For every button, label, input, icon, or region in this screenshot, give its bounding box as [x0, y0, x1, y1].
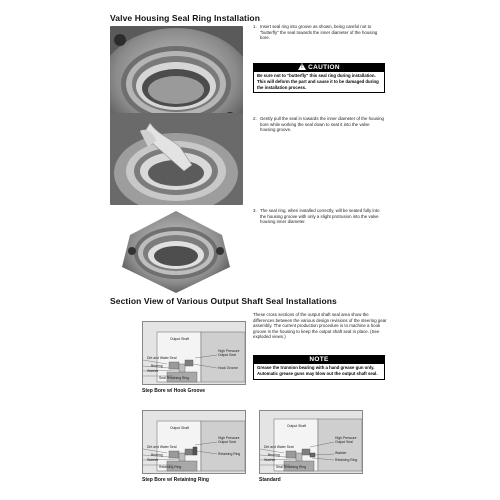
hook-groove-label: Hook Groove [218, 366, 238, 370]
diagram-retaining-ring [142, 410, 246, 474]
caption-hook-groove: Step Bore w/ Hook Groove [142, 388, 206, 394]
step-3 [253, 208, 385, 228]
section-intro [253, 312, 388, 346]
diagram-hook-groove [142, 321, 246, 385]
section-title-output-shaft: Section View of Various Output Shaft Seal Installations [110, 296, 337, 306]
caption-retaining-ring: Step Bore w/ Retaining Ring [142, 477, 209, 483]
step-number: 1. [253, 24, 257, 29]
seal-ring-photo-3 [110, 205, 243, 295]
dirt-water-seal-label: Dirt and Water Seal [147, 445, 177, 449]
diagram-standard [259, 410, 363, 474]
warning-symbol: ! [301, 64, 304, 70]
washer-label: Washer [147, 369, 159, 373]
step-text: Insert seal ring into groove as shown, being careful not to "butterfly" the seal towards the inner diameter of the housing bore. [260, 24, 378, 41]
caution-header [253, 63, 385, 72]
note-header: NOTE [253, 355, 385, 364]
bearing-label: Bearing [151, 453, 163, 457]
step-1 [253, 24, 383, 44]
bearing-label: Bearing [151, 364, 163, 368]
dirt-water-seal-label: Dirt and Water Seal [264, 445, 294, 449]
high-pressure-seal-label: High Pressure Output Seal [218, 436, 240, 444]
washer-label: Washer [147, 458, 159, 462]
output-shaft-label: Output Shaft [287, 424, 307, 428]
retaining-ring-label-left: Retaining Ring [159, 465, 182, 469]
caption-standard: Standard [259, 477, 281, 483]
step-text: The seal ring, when installed correctly, will be seated fully into the housing groove with only a slight protrusion into the valve housing inner diameter. [260, 208, 380, 225]
section-title-valve-housing: Valve Housing Seal Ring Installation [110, 13, 261, 23]
seal-retaining-ring-label: Seal Retaining Ring [159, 376, 189, 380]
intro-text: These cross sections of the output shaft seal area show the differences between the various design revisions of the steering gear assembly. The current production procedure is to machine a hook groove in the housing to keep the output shaft seal in place. (See exploded views.) [253, 312, 387, 340]
washer-label: Washer [264, 458, 276, 462]
seal-ring-photo-2 [110, 113, 243, 205]
step-number: 3. [253, 208, 257, 213]
caution-box [253, 63, 385, 93]
washer-label-right: Washer [335, 451, 347, 455]
note-box [253, 355, 385, 380]
caution-text: Be sure not to "butterfly" this seal ring during installation. This will deform the part and cause it to be damaged during the installation process. [253, 72, 385, 93]
seal-retaining-ring-label: Seal Retaining Ring [276, 465, 306, 469]
output-shaft-label: Output Shaft [170, 337, 190, 341]
retaining-ring-label-right: Retaining Ring [335, 458, 358, 462]
dirt-water-seal-label: Dirt and Water Seal [147, 356, 177, 360]
output-shaft-label: Output Shaft [170, 426, 190, 430]
note-text: Grease the trunnion bearing with a hand grease gun only. Automatic grease guns may blow out the output shaft seal. [253, 364, 385, 380]
step-text: Gently pull the seal in towards the inner diameter of the housing bore while working the seal down to seat it into the valve housing groove. [260, 116, 384, 133]
caution-label: CAUTION [308, 64, 340, 71]
high-pressure-seal-label: High Pressure Output Seal [218, 349, 240, 357]
step-number: 2. [253, 116, 257, 121]
high-pressure-seal-label: High Pressure Output Seal [335, 436, 357, 444]
bearing-label: Bearing [268, 453, 280, 457]
retaining-ring-label-right: Retaining Ring [218, 452, 241, 456]
warning-triangle-icon [298, 63, 306, 70]
step-2 [253, 116, 385, 136]
